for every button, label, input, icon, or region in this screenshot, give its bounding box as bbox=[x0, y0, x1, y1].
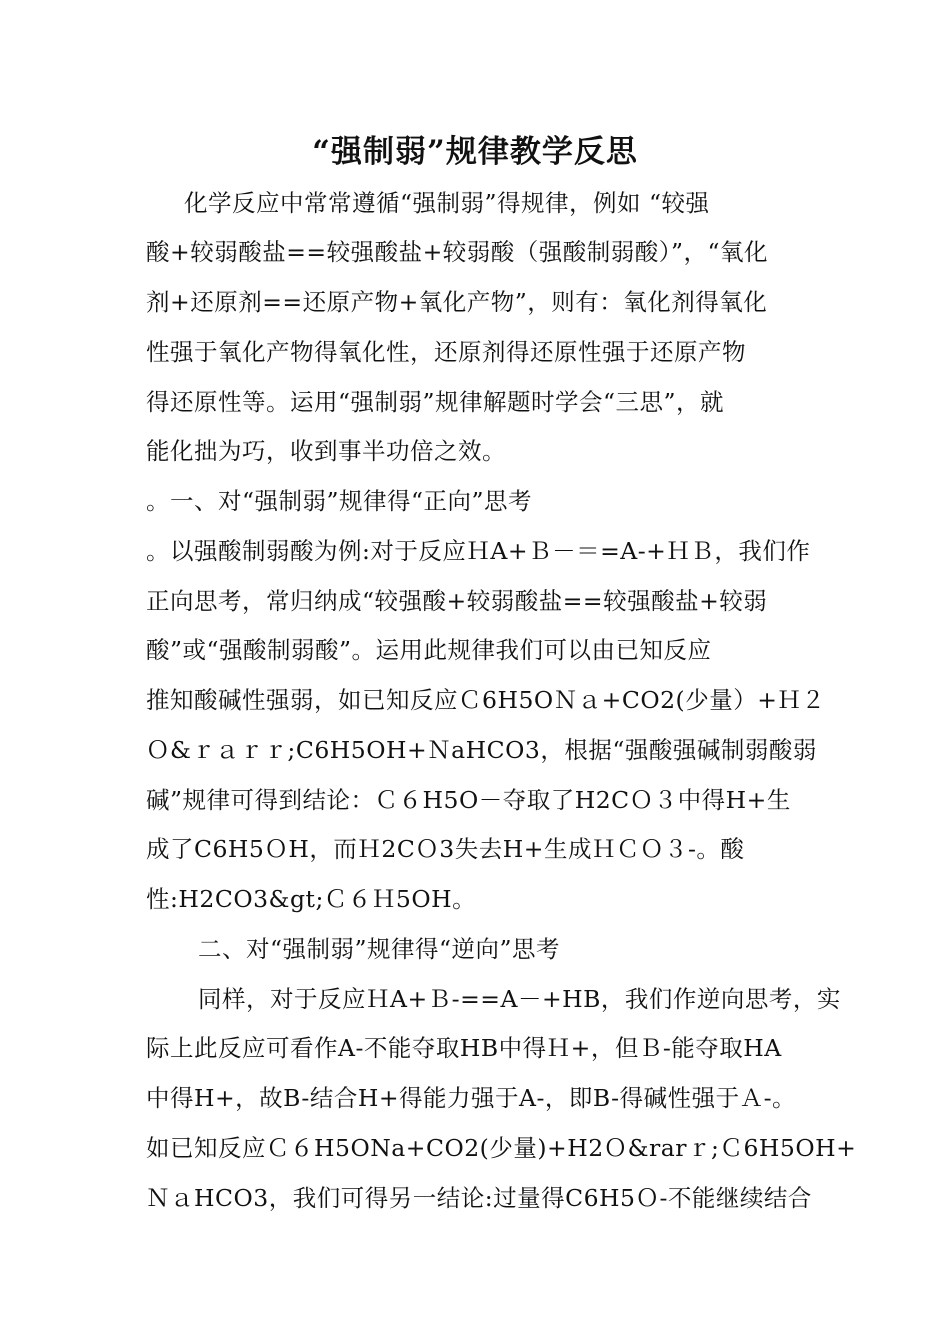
body-line-10: 酸”或“强酸制弱酸”。运用此规律我们可以由已知反应 bbox=[146, 636, 712, 664]
body-line-1: 化学反应中常常遵循“强制弱”得规律，例如 “较强 bbox=[184, 189, 710, 217]
body-line-14: 成了C6H5ＯH，而Ｈ2CＯ3失去H+生成ＨＣＯ３-。酸 bbox=[146, 835, 745, 863]
body-line-5: 得还原性等。运用“强制弱”规律解题时学会“三思”，就 bbox=[146, 388, 725, 416]
section-heading-2: 二、对“强制弱”规律得“逆向”思考 bbox=[198, 935, 561, 963]
document-title: “强制弱”规律教学反思 bbox=[312, 134, 638, 170]
body-line-21: ＮａHCO3，我们可得另一结论:过量得C6H5Ｏ-不能继续结合 bbox=[146, 1184, 812, 1212]
body-line-9: 正向思考，常归纳成“较强酸+较弱酸盐==较强酸盐+较弱 bbox=[146, 587, 768, 615]
body-line-20: 如已知反应Ｃ６H5ONa+CO2(少量)+H2Ｏ&rarｒ;Ｃ6H5OH+ bbox=[146, 1134, 857, 1162]
body-line-8: 。以强酸制弱酸为例:对于反应ＨA+Ｂ－＝=A-+ＨＢ，我们作 bbox=[146, 537, 811, 565]
body-line-6: 能化拙为巧，收到事半功倍之效。 bbox=[146, 437, 506, 465]
body-line-2: 酸+较弱酸盐==较强酸盐+较弱酸（强酸制弱酸）”，“氧化 bbox=[146, 238, 769, 266]
body-line-11: 推知酸碱性强弱，如已知反应Ｃ6H5OＮａ+CO2(少量）+Ｈ２ bbox=[146, 686, 826, 714]
body-line-18: 际上此反应可看作A-不能夺取HB中得Ｈ+，但Ｂ-能夺取HA bbox=[146, 1034, 782, 1062]
body-line-4: 性强于氧化产物得氧化性，还原剂得还原性强于还原产物 bbox=[146, 338, 746, 366]
body-line-3: 剂+还原剂==还原产物+氧化产物”，则有：氧化剂得氧化 bbox=[146, 288, 768, 316]
body-line-15: 性:H2CO3&gt;Ｃ６Ｈ5OH。 bbox=[146, 885, 477, 913]
body-line-19: 中得H+，故B-结合H+得能力强于A-，即B-得碱性强于Ａ-。 bbox=[146, 1084, 797, 1112]
section-heading-1: 。一、对“强制弱”规律得“正向”思考 bbox=[146, 487, 533, 515]
body-line-12: Ｏ&ｒａｒｒ;C6H5OH+ＮaHCO3，根据“强酸强碱制弱酸弱 bbox=[146, 736, 817, 764]
body-line-17: 同样，对于反应ＨA+Ｂ-==A－+HB，我们作逆向思考，实 bbox=[198, 985, 841, 1013]
body-line-13: 碱”规律可得到结论：Ｃ６H5O－夺取了H2CＯ３中得H+生 bbox=[146, 786, 791, 814]
